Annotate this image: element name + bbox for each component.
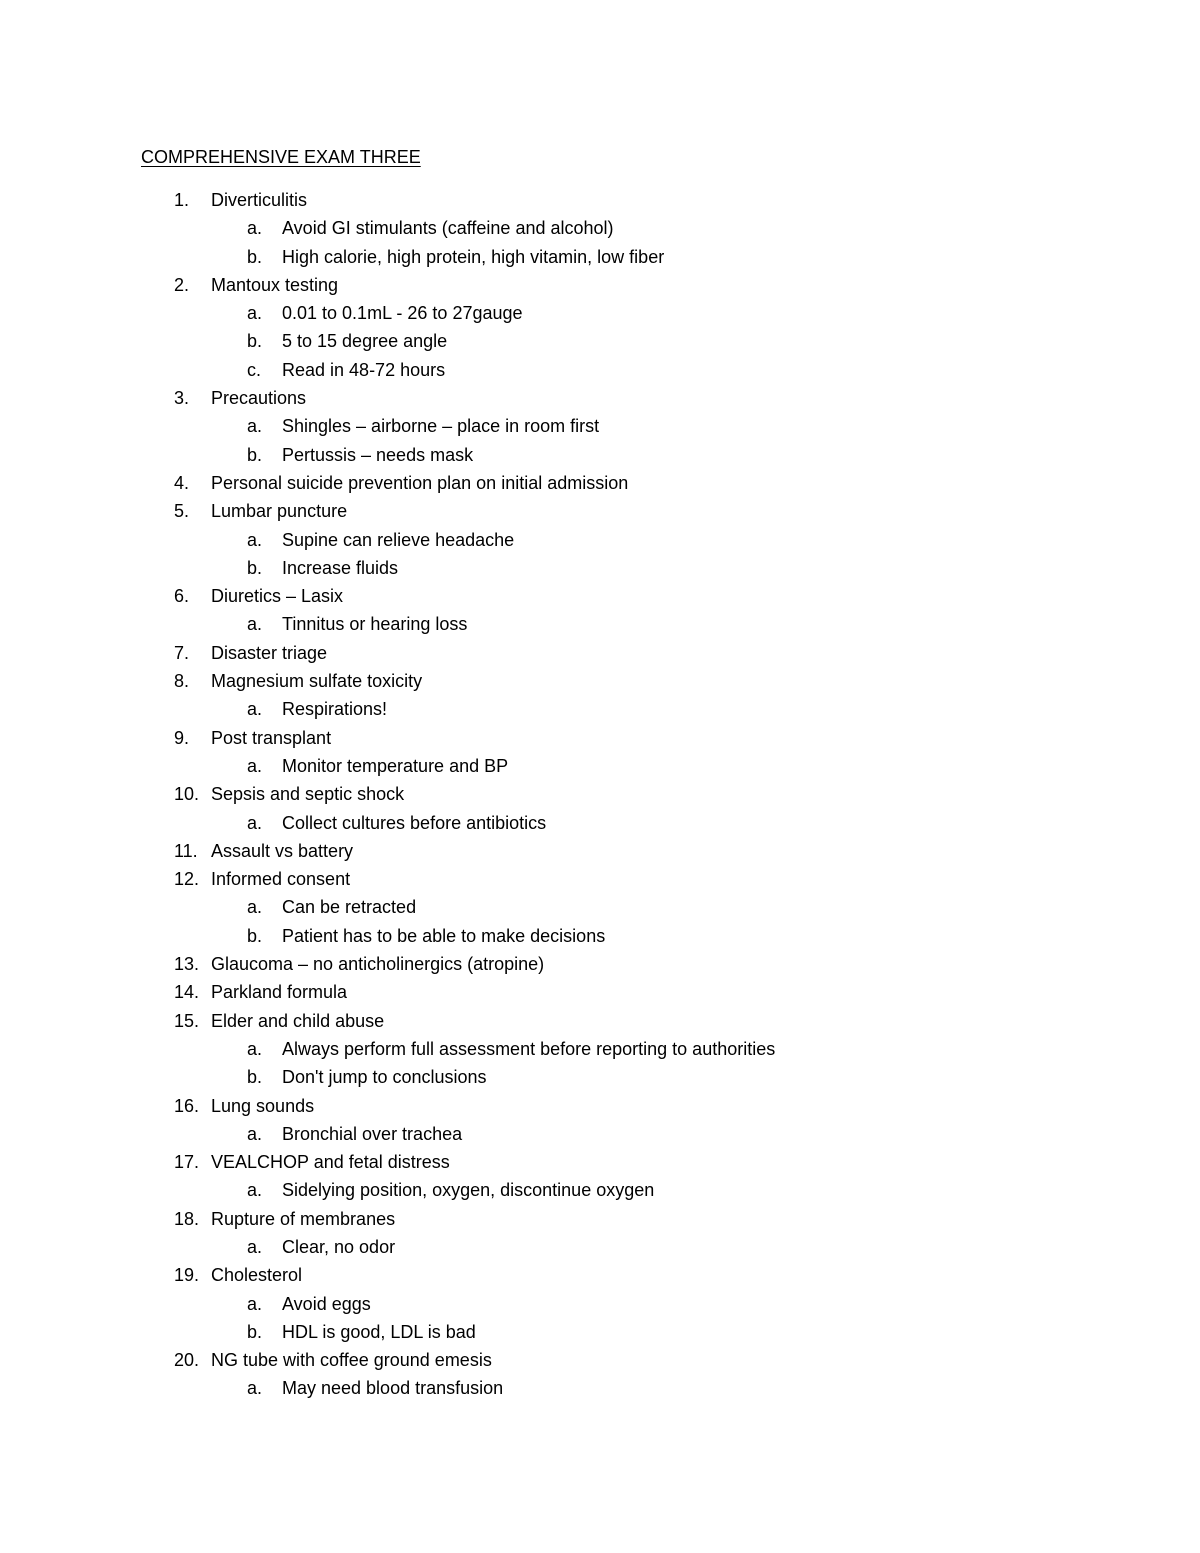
outline-item	[0, 1261, 1200, 1289]
outline-item	[0, 1007, 1200, 1035]
outline-subitem	[0, 412, 1200, 440]
outline-item	[0, 724, 1200, 752]
item-text: Sepsis and septic shock	[211, 784, 405, 805]
outline-subitem	[0, 1290, 1200, 1318]
outline-item	[0, 837, 1200, 865]
item-text: Informed consent	[211, 869, 351, 890]
outline-item	[0, 1346, 1200, 1374]
subitem-letter: b.	[247, 1067, 263, 1088]
subitem-letter: a.	[247, 614, 263, 635]
item-text: Elder and child abuse	[211, 1010, 385, 1031]
subitem-text: May need blood transfusion	[282, 1378, 504, 1399]
outline-item	[0, 1205, 1200, 1233]
item-text: VEALCHOP and fetal distress	[211, 1152, 450, 1173]
outline-subitem	[0, 1374, 1200, 1402]
outline-subitem	[0, 327, 1200, 355]
subitem-letter: b.	[247, 444, 263, 465]
item-number: 14.	[174, 982, 200, 1003]
subitem-text: Sidelying position, oxygen, discontinue oxygen	[282, 1180, 655, 1201]
subitem-text: Patient has to be able to make decisions	[282, 925, 606, 946]
item-number: 17.	[174, 1152, 200, 1173]
outline-item	[0, 469, 1200, 497]
outline-item	[0, 667, 1200, 695]
subitem-letter: a.	[247, 1038, 263, 1059]
item-text: Post transplant	[211, 727, 332, 748]
subitem-text: Don't jump to conclusions	[282, 1067, 487, 1088]
outline-subitem	[0, 1035, 1200, 1063]
item-number: 12.	[174, 869, 200, 890]
subitem-letter: a.	[247, 1123, 263, 1144]
subitem-text: Respirations!	[282, 699, 388, 720]
item-text: Rupture of membranes	[211, 1208, 396, 1229]
item-number: 2.	[174, 274, 190, 295]
subitem-letter: a.	[247, 416, 263, 437]
outline-item	[0, 582, 1200, 610]
outline-item	[0, 186, 1200, 214]
outline-item	[0, 865, 1200, 893]
outline-subitem	[0, 752, 1200, 780]
subitem-letter: c.	[247, 359, 262, 380]
item-text: Parkland formula	[211, 982, 348, 1003]
subitem-letter: a.	[247, 699, 263, 720]
subitem-letter: b.	[247, 246, 263, 267]
subitem-text: Read in 48-72 hours	[282, 359, 446, 380]
item-text: Cholesterol	[211, 1265, 303, 1286]
outline-subitem	[0, 1318, 1200, 1346]
outline-subitem	[0, 299, 1200, 327]
subitem-text: Avoid GI stimulants (caffeine and alcohol)	[282, 218, 614, 239]
subitem-text: Supine can relieve headache	[282, 529, 515, 550]
item-number: 9.	[174, 727, 190, 748]
item-number: 19.	[174, 1265, 200, 1286]
outline-item	[0, 384, 1200, 412]
outline-item	[0, 950, 1200, 978]
outline-item	[0, 497, 1200, 525]
outline-item	[0, 780, 1200, 808]
page-title: COMPREHENSIVE EXAM THREE	[141, 147, 421, 167]
item-number: 4.	[174, 472, 190, 493]
subitem-text: HDL is good, LDL is bad	[282, 1321, 476, 1342]
outline-subitem	[0, 356, 1200, 384]
item-text: Assault vs battery	[211, 840, 354, 861]
outline-subitem	[0, 922, 1200, 950]
outline-subitem	[0, 809, 1200, 837]
item-number: 1.	[174, 190, 190, 210]
outline-item	[0, 639, 1200, 667]
outline-subitem	[0, 1176, 1200, 1204]
outline-subitem	[0, 214, 1200, 242]
subitem-letter: a.	[247, 1180, 263, 1201]
item-number: 15.	[174, 1010, 200, 1031]
subitem-text: Tinnitus or hearing loss	[282, 614, 468, 635]
item-text: Diverticulitis	[211, 190, 308, 210]
subitem-text: Can be retracted	[282, 897, 417, 918]
outline-subitem	[0, 1233, 1200, 1261]
subitem-text: Pertussis – needs mask	[282, 444, 474, 465]
item-text: Precautions	[211, 388, 307, 409]
outline-item	[0, 1092, 1200, 1120]
subitem-letter: a.	[247, 1236, 263, 1257]
subitem-text: Always perform full assessment before reporting to authorities	[282, 1038, 776, 1059]
item-number: 20.	[174, 1350, 200, 1371]
outline-subitem	[0, 1063, 1200, 1091]
item-text: Lumbar puncture	[211, 501, 348, 522]
outline-subitem	[0, 695, 1200, 723]
subitem-letter: a.	[247, 303, 263, 324]
subitem-text: High calorie, high protein, high vitamin, low fiber	[282, 246, 665, 267]
subitem-letter: a.	[247, 897, 263, 918]
item-text: Diuretics – Lasix	[211, 586, 344, 607]
subitem-text: Avoid eggs	[282, 1293, 371, 1314]
item-number: 7.	[174, 642, 190, 663]
subitem-text: Bronchial over trachea	[282, 1123, 463, 1144]
outline-subitem	[0, 243, 1200, 271]
subitem-text: 0.01 to 0.1mL - 26 to 27gauge	[282, 303, 523, 324]
outline-item	[0, 1148, 1200, 1176]
subitem-letter: b.	[247, 925, 263, 946]
subitem-text: 5 to 15 degree angle	[282, 331, 448, 352]
item-number: 8.	[174, 671, 190, 692]
item-text: Mantoux testing	[211, 274, 339, 295]
item-number: 3.	[174, 388, 190, 409]
subitem-letter: a.	[247, 812, 263, 833]
item-text: Lung sounds	[211, 1095, 315, 1116]
outline-subitem	[0, 610, 1200, 638]
outline-subitem	[0, 554, 1200, 582]
subitem-letter: a.	[247, 1293, 263, 1314]
subitem-letter: b.	[247, 331, 263, 352]
subitem-letter: b.	[247, 1321, 263, 1342]
outline-subitem	[0, 526, 1200, 554]
item-number: 10.	[174, 784, 200, 805]
item-text: Personal suicide prevention plan on initial admission	[211, 472, 629, 493]
item-text: Disaster triage	[211, 642, 328, 663]
outline-subitem	[0, 1120, 1200, 1148]
subitem-text: Collect cultures before antibiotics	[282, 812, 547, 833]
subitem-text: Increase fluids	[282, 557, 399, 578]
item-number: 6.	[174, 586, 190, 607]
subitem-text: Monitor temperature and BP	[282, 755, 509, 776]
subitem-letter: b.	[247, 557, 263, 578]
subitem-letter: a.	[247, 755, 263, 776]
outline-item	[0, 271, 1200, 299]
subitem-letter: a.	[247, 529, 263, 550]
numbered-outline	[0, 186, 1200, 1403]
item-text: Glaucoma – no anticholinergics (atropine)	[211, 954, 545, 975]
subitem-text: Clear, no odor	[282, 1236, 396, 1257]
outline-subitem	[0, 441, 1200, 469]
item-number: 11.	[174, 840, 198, 861]
item-number: 5.	[174, 501, 190, 522]
outline-item	[0, 978, 1200, 1006]
item-number: 18.	[174, 1208, 200, 1229]
item-text: NG tube with coffee ground emesis	[211, 1350, 492, 1371]
item-number: 13.	[174, 954, 200, 975]
outline-subitem	[0, 893, 1200, 921]
subitem-text: Shingles – airborne – place in room first	[282, 416, 600, 437]
subitem-letter: a.	[247, 1378, 263, 1399]
subitem-letter: a.	[247, 218, 263, 239]
item-text: Magnesium sulfate toxicity	[211, 671, 423, 692]
item-number: 16.	[174, 1095, 200, 1116]
